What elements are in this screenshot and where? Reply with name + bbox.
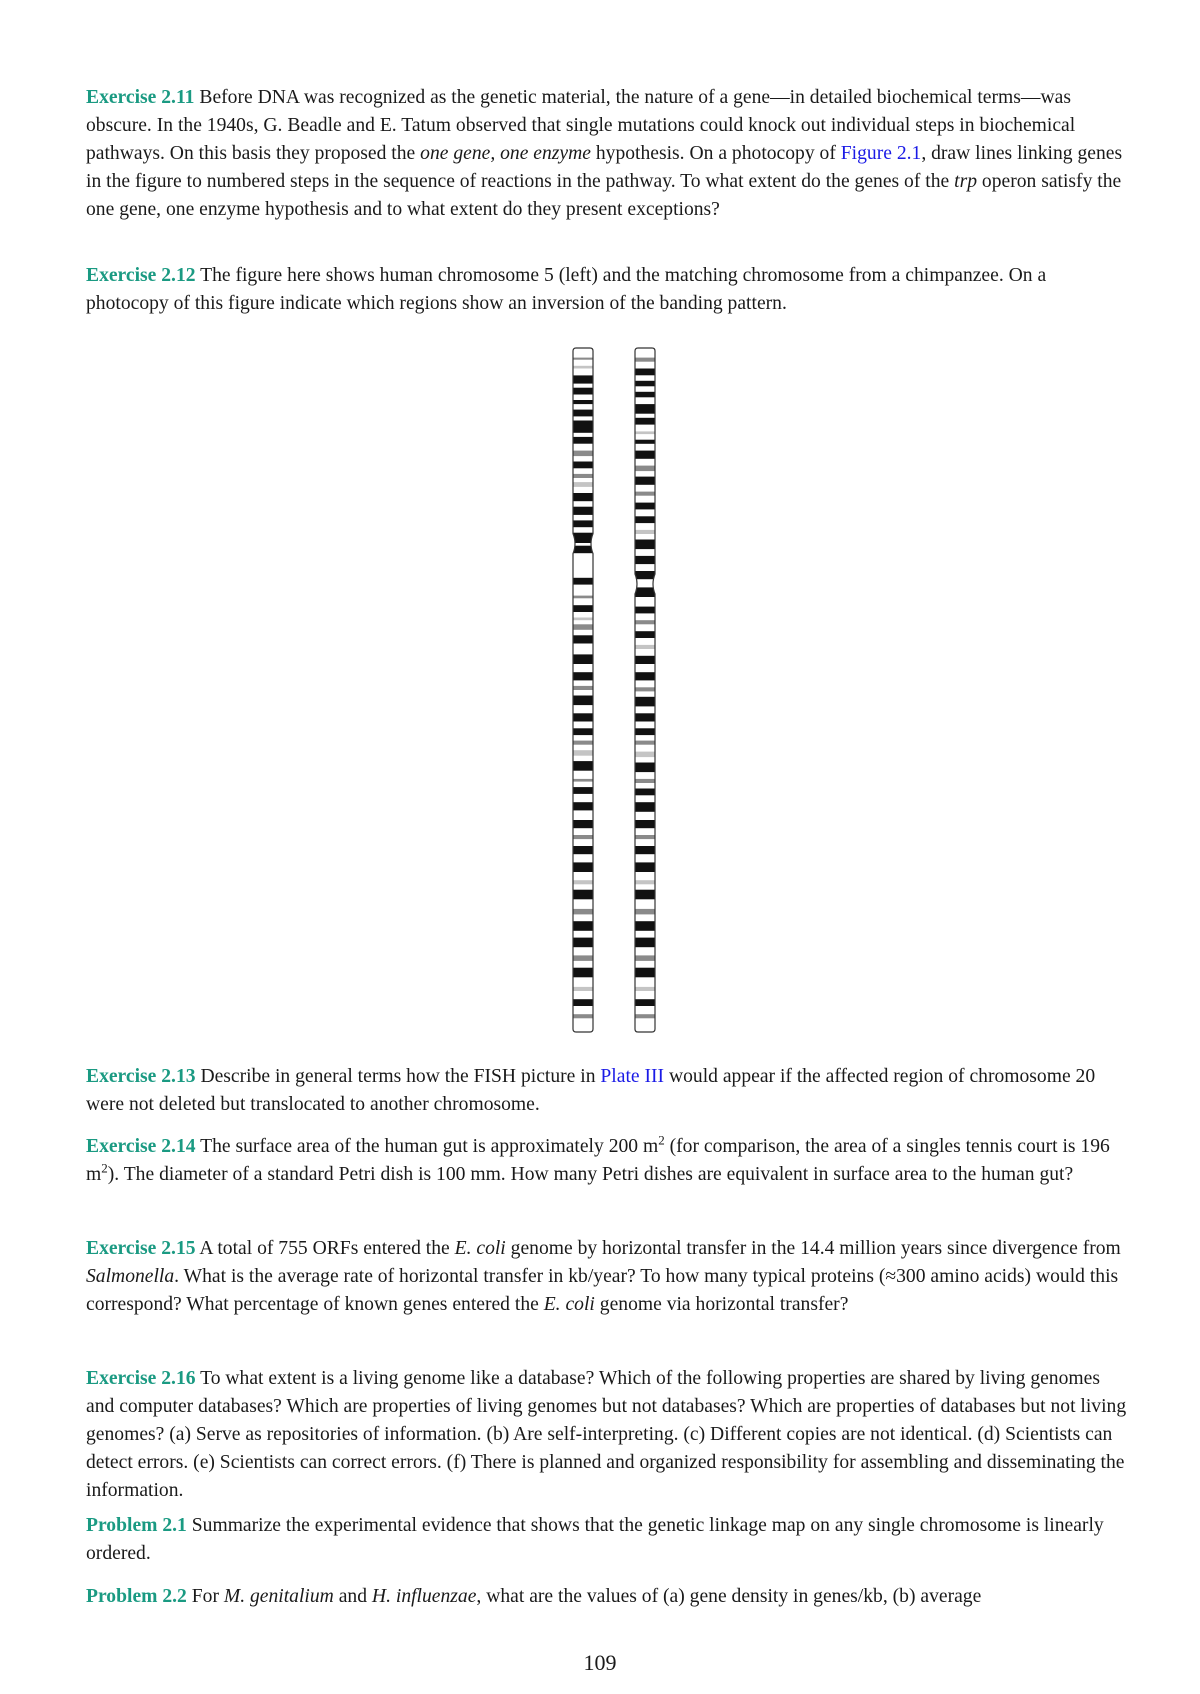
chromosome-band bbox=[573, 437, 593, 444]
chromosome-band bbox=[635, 968, 655, 978]
chromosome-band bbox=[635, 999, 655, 1006]
chromosome-band bbox=[573, 507, 593, 515]
exercise-text: would appear if the affected region of chromosome 20 were not deleted but translocated to another chromosome. bbox=[86, 1066, 1096, 1115]
chromosome-band bbox=[573, 909, 593, 915]
chromosome-band bbox=[573, 654, 593, 664]
chromosome-band bbox=[573, 880, 593, 884]
exercise-text: A total of 755 ORFs entered the bbox=[195, 1238, 455, 1259]
chromosome-band bbox=[635, 392, 655, 398]
chimpanzee-chromosome bbox=[635, 348, 655, 1032]
chromosome-band bbox=[635, 1014, 655, 1018]
exercise-text: and bbox=[333, 1586, 372, 1607]
exercise-text: operon satisfy the one gene, one enzyme hypothesis and to what extent do they present exceptions? bbox=[86, 171, 1122, 220]
exercise-2-15 bbox=[86, 1235, 1130, 1319]
chromosome-band bbox=[635, 789, 655, 796]
chromosome-band bbox=[635, 607, 655, 614]
chromosome-band bbox=[573, 358, 593, 360]
chromosome-band bbox=[573, 388, 593, 395]
superscript: 2 bbox=[658, 1132, 665, 1148]
exercise-text: genome by horizontal transfer in the 14.4 million years since divergence from bbox=[505, 1238, 1121, 1259]
exercise-label: Exercise 2.12 bbox=[86, 265, 196, 286]
chromosome-band bbox=[635, 890, 655, 900]
chromosome-band bbox=[573, 605, 593, 612]
exercise-text: genome via horizontal transfer? bbox=[594, 1294, 849, 1315]
italic-term: H. influenzae bbox=[371, 1586, 477, 1607]
chromosome-band bbox=[635, 645, 655, 649]
chromosome-band bbox=[573, 741, 593, 745]
chromosome-band bbox=[635, 846, 655, 854]
exercise-text: To what extent is a living genome like a database? Which of the following properties are shared by living genomes and computer databases? Which are properties of living genomes but not databases? Which are properties of databases but not living genomes? (a) Serve as repositories of information. (b) Are self-interpreting. (c) Different copies are not identical. (d) Scientists can detect errors. (e) Scientists can correct errors. (f) There is planned and organized responsibility for assembling and disseminating the information. bbox=[86, 1368, 1127, 1501]
chromosome-band bbox=[635, 862, 655, 872]
chromosome-band bbox=[573, 474, 593, 478]
chromosome-band bbox=[635, 763, 655, 773]
chromosome-band bbox=[573, 375, 593, 383]
chromosome-band bbox=[635, 909, 655, 915]
chromosome-band bbox=[635, 820, 655, 828]
chromosome-band bbox=[573, 462, 593, 469]
chromosome-band bbox=[635, 492, 655, 496]
chromosome-band bbox=[635, 418, 655, 425]
chromosome-band bbox=[573, 820, 593, 828]
problem-2-2 bbox=[86, 1583, 1130, 1611]
chromosome-band bbox=[635, 835, 655, 839]
exercise-label: Problem 2.1 bbox=[86, 1515, 187, 1536]
exercise-text: The figure here shows human chromosome 5 (left) and the matching chromosome from a chimpanzee. On a photocopy of this figure indicate which regions show an inversion of the banding pattern. bbox=[86, 265, 1047, 314]
chromosome-band bbox=[635, 369, 655, 376]
exercise-text: Describe in general terms how the FISH picture in bbox=[195, 1066, 601, 1087]
italic-term: trp bbox=[954, 171, 977, 192]
chromosome-band bbox=[635, 987, 655, 991]
chromosome-band bbox=[635, 556, 655, 564]
chromosome-band bbox=[573, 696, 593, 706]
exercise-text: Summarize the experimental evidence that shows that the genetic linkage map on any single chromosome is linearly ordered. bbox=[86, 1515, 1104, 1564]
exercise-label: Problem 2.2 bbox=[86, 1586, 187, 1607]
chromosome-band bbox=[573, 787, 593, 794]
chromosome-band bbox=[573, 578, 593, 585]
chromosome-band bbox=[573, 802, 593, 810]
exercise-text: , what are the values of (a) gene density in genes/kb, (b) average bbox=[476, 1586, 982, 1607]
chromosome-band bbox=[573, 890, 593, 900]
chromosome-band bbox=[635, 741, 655, 745]
chromosome-band bbox=[573, 366, 593, 369]
exercise-label: Exercise 2.11 bbox=[86, 87, 195, 108]
chromosome-band bbox=[635, 571, 655, 579]
chromosome-band bbox=[635, 587, 655, 597]
chromosome-band bbox=[635, 451, 655, 459]
exercise-label: Exercise 2.13 bbox=[86, 1066, 196, 1087]
chromosome-band bbox=[635, 779, 655, 783]
chromosome-band bbox=[573, 955, 593, 961]
chromosome-band bbox=[573, 835, 593, 839]
chromosome-band bbox=[573, 482, 593, 487]
superscript: 2 bbox=[101, 1160, 108, 1176]
exercise-label: Exercise 2.15 bbox=[86, 1238, 196, 1259]
chromosome-band bbox=[635, 440, 655, 444]
chromosome-band bbox=[635, 477, 655, 485]
chromosome-band bbox=[635, 516, 655, 523]
chromosome-band bbox=[573, 846, 593, 854]
italic-term: Salmonella bbox=[86, 1266, 175, 1287]
exercise-text: . What is the average rate of horizontal transfer in kb/year? To how many typical proteins (≈300 amino acids) would this correspond? What percentage of known genes entered the bbox=[86, 1266, 1119, 1315]
chromosome-banding-figure bbox=[555, 340, 685, 1040]
chromosome-band bbox=[573, 750, 593, 756]
chromosome-band bbox=[635, 752, 655, 758]
chromosome-band bbox=[573, 672, 593, 680]
chromosome-band bbox=[573, 410, 593, 417]
exercise-text: The surface area of the human gut is approximately 200 m bbox=[195, 1136, 659, 1157]
chromosome-band bbox=[573, 421, 593, 433]
italic-term: E. coli bbox=[454, 1238, 506, 1259]
chromosome-band bbox=[635, 672, 655, 680]
chromosome-band bbox=[635, 802, 655, 812]
exercise-2-13 bbox=[86, 1063, 1130, 1119]
exercise-label: Exercise 2.14 bbox=[86, 1136, 196, 1157]
chromosome-band bbox=[635, 381, 655, 387]
chromosome-band bbox=[573, 713, 593, 721]
chromosome-band bbox=[635, 530, 655, 534]
chromosome-band bbox=[635, 540, 655, 550]
chromosome-band bbox=[573, 533, 593, 543]
chromosome-band bbox=[573, 761, 593, 771]
chromosome-band bbox=[635, 687, 655, 691]
exercise-2-16 bbox=[86, 1365, 1130, 1505]
chromosome-band bbox=[635, 697, 655, 707]
chromosome-band bbox=[573, 779, 593, 782]
exercise-2-11 bbox=[86, 84, 1130, 224]
chromosome-band bbox=[573, 987, 593, 991]
exercise-2-12 bbox=[86, 262, 1130, 318]
italic-term: E. coli bbox=[543, 1294, 595, 1315]
chromosome-band bbox=[573, 938, 593, 948]
cross-reference-link[interactable]: Figure 2.1 bbox=[840, 143, 922, 164]
chromosome-band bbox=[635, 358, 655, 362]
chromosome-band bbox=[573, 862, 593, 872]
chromosome-band bbox=[635, 955, 655, 961]
exercise-2-14 bbox=[86, 1133, 1130, 1189]
exercise-text: hypothesis. On a photocopy of bbox=[590, 143, 841, 164]
exercise-text: , draw lines linking genes in the figure to numbered steps in the sequence of reactions in the pathway. To what extent do the genes of the bbox=[86, 143, 1123, 192]
page-number: 109 bbox=[583, 1650, 617, 1675]
exercise-text: (for comparison, the area of a singles tennis court is 196 m bbox=[86, 1136, 1110, 1185]
italic-term: M. genitalium bbox=[223, 1586, 334, 1607]
chromosome-band bbox=[573, 451, 593, 457]
chromosome-band bbox=[573, 999, 593, 1006]
chromosome-band bbox=[573, 520, 593, 527]
chromosome-band bbox=[635, 656, 655, 664]
chromosome-band bbox=[573, 624, 593, 630]
chromosome-band bbox=[573, 618, 593, 621]
problem-2-1 bbox=[86, 1512, 1130, 1568]
exercise-text: Before DNA was recognized as the genetic material, the nature of a gene—in detailed biochemical terms—was obscure. In the 1940s, G. Beadle and E. Tatum observed that single mutations could knock out individual steps in biochemical pathways. On this basis they proposed the bbox=[86, 87, 1076, 164]
chromosome-band bbox=[635, 620, 655, 624]
chromosome-band bbox=[573, 921, 593, 931]
chromosome-band bbox=[573, 686, 593, 690]
chromosome-band bbox=[573, 596, 593, 599]
chromosome-band bbox=[573, 635, 593, 643]
chromosome-band bbox=[573, 400, 593, 404]
chromosome-band bbox=[635, 880, 655, 884]
exercise-text: For bbox=[186, 1586, 224, 1607]
chromosome-band bbox=[635, 713, 655, 721]
exercise-text: ). The diameter of a standard Petri dish is 100 mm. How many Petri dishes are equivalent in surface area to the human gut? bbox=[107, 1164, 1074, 1185]
chromosome-band bbox=[635, 921, 655, 931]
chromosome-band bbox=[635, 466, 655, 472]
chromosome-band bbox=[635, 431, 655, 434]
chromosome-band bbox=[573, 546, 593, 554]
chromosome-band bbox=[573, 493, 593, 501]
chromosome-band bbox=[635, 404, 655, 414]
human-chromosome bbox=[573, 348, 593, 1032]
chromosome-band bbox=[635, 728, 655, 735]
chromosome-band bbox=[573, 728, 593, 735]
exercise-label: Exercise 2.16 bbox=[86, 1368, 196, 1389]
chromosome-band bbox=[573, 1014, 593, 1018]
chromosome-band bbox=[573, 968, 593, 978]
chromosome-band bbox=[635, 938, 655, 948]
chromosome-band bbox=[635, 631, 655, 638]
chromosome-band bbox=[635, 503, 655, 510]
cross-reference-link[interactable]: Plate III bbox=[600, 1066, 665, 1087]
italic-term: one gene, one enzyme bbox=[420, 143, 591, 164]
